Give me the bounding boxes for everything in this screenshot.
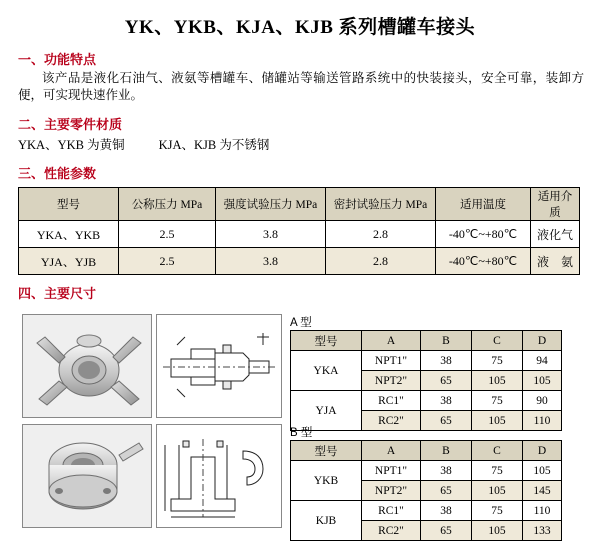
material-line bbox=[18, 135, 600, 153]
dim-a-header-cell: A bbox=[362, 331, 421, 351]
dim-a-cell: 75 bbox=[472, 351, 523, 371]
features-paragraph: 该产品是液化石油气、液氨等槽罐车、储罐站等输送管路系统中的快装接头，安全可靠，装卸方便，可实现快速作业。 bbox=[18, 71, 584, 102]
dim-b-cell: NPT2" bbox=[362, 481, 421, 501]
dim-table-b-label: B 型 bbox=[290, 427, 313, 439]
dim-b-cell: 105 bbox=[472, 481, 523, 501]
spec-header-cell: 强度试验压力 MPa bbox=[216, 188, 326, 221]
dimensions-area bbox=[0, 308, 600, 540]
dim-a-model-cell: YKA bbox=[291, 351, 362, 391]
spec-header-cell: 型号 bbox=[19, 188, 119, 221]
dim-a-cell: 75 bbox=[472, 391, 523, 411]
technical-drawing-a bbox=[156, 314, 282, 418]
section-heading-features: 一、功能特点 bbox=[18, 52, 97, 67]
dim-a-row bbox=[291, 391, 562, 411]
dim-b-header-cell: 型号 bbox=[291, 441, 362, 461]
spec-table-row bbox=[19, 248, 580, 275]
dimension-table-a bbox=[290, 330, 562, 431]
spec-cell: 2.8 bbox=[326, 221, 436, 248]
dim-b-cell: 65 bbox=[421, 521, 472, 541]
section-heading-spec: 三、性能参数 bbox=[18, 166, 97, 181]
dim-table-a-label: A 型 bbox=[290, 317, 312, 329]
dimension-table-b bbox=[290, 440, 562, 541]
spec-cell: 液化气 bbox=[531, 221, 580, 248]
dim-a-header-cell: 型号 bbox=[291, 331, 362, 351]
dim-a-cell: 65 bbox=[421, 371, 472, 391]
product-photo-a bbox=[22, 314, 152, 418]
dim-a-header-cell: B bbox=[421, 331, 472, 351]
spec-cell: 液 氨 bbox=[531, 248, 580, 275]
dim-b-cell: 145 bbox=[523, 481, 562, 501]
dim-b-cell: 105 bbox=[523, 461, 562, 481]
dim-a-cell: 90 bbox=[523, 391, 562, 411]
dim-a-header-row bbox=[291, 331, 562, 351]
spec-header-row bbox=[19, 188, 580, 221]
dim-b-row bbox=[291, 461, 562, 481]
dim-a-cell: 105 bbox=[523, 371, 562, 391]
dim-a-cell: 105 bbox=[472, 411, 523, 431]
spec-table bbox=[18, 187, 580, 275]
dim-a-header-cell: C bbox=[472, 331, 523, 351]
section-heading-dimensions: 四、主要尺寸 bbox=[18, 286, 97, 301]
dim-a-cell: 94 bbox=[523, 351, 562, 371]
dim-b-cell: 110 bbox=[523, 501, 562, 521]
spec-cell: 2.5 bbox=[119, 248, 216, 275]
dim-b-cell: 38 bbox=[421, 501, 472, 521]
spec-header-cell: 适用介质 bbox=[531, 188, 580, 221]
technical-drawing-b bbox=[156, 424, 282, 528]
spec-cell: YKA、YKB bbox=[19, 221, 119, 248]
dim-b-header-cell: D bbox=[523, 441, 562, 461]
spec-cell: 3.8 bbox=[216, 221, 326, 248]
dim-a-header-cell: D bbox=[523, 331, 562, 351]
section-heading-material: 二、主要零件材质 bbox=[18, 117, 123, 132]
dim-b-header-cell: B bbox=[421, 441, 472, 461]
dim-a-model-cell: YJA bbox=[291, 391, 362, 431]
dim-b-cell: 105 bbox=[472, 521, 523, 541]
spec-header-cell: 公称压力 MPa bbox=[119, 188, 216, 221]
dim-b-cell: RC2" bbox=[362, 521, 421, 541]
spec-header-cell: 适用温度 bbox=[436, 188, 531, 221]
spec-header-cell: 密封试验压力 MPa bbox=[326, 188, 436, 221]
dim-b-cell: 133 bbox=[523, 521, 562, 541]
dim-b-cell: 38 bbox=[421, 461, 472, 481]
material-right-text: KJA、KJB 为不锈钢 bbox=[158, 138, 270, 152]
dim-b-model-cell: KJB bbox=[291, 501, 362, 541]
dim-b-cell: RC1" bbox=[362, 501, 421, 521]
dim-a-cell: 110 bbox=[523, 411, 562, 431]
dim-b-cell: 75 bbox=[472, 461, 523, 481]
dim-a-row bbox=[291, 351, 562, 371]
dim-a-cell: 38 bbox=[421, 391, 472, 411]
dim-b-header-cell: A bbox=[362, 441, 421, 461]
dim-a-cell: RC1" bbox=[362, 391, 421, 411]
dim-b-cell: 65 bbox=[421, 481, 472, 501]
dim-b-header-row bbox=[291, 441, 562, 461]
dim-a-cell: NPT1" bbox=[362, 351, 421, 371]
spec-table-row bbox=[19, 221, 580, 248]
page-title: YK、YKB、KJA、KJB 系列槽罐车接头 bbox=[124, 17, 476, 38]
dim-a-cell: RC2" bbox=[362, 411, 421, 431]
dim-a-cell: 105 bbox=[472, 371, 523, 391]
dim-a-cell: NPT2" bbox=[362, 371, 421, 391]
spec-cell: -40℃~+80℃ bbox=[436, 248, 531, 275]
dim-b-model-cell: YKB bbox=[291, 461, 362, 501]
dim-a-cell: 38 bbox=[421, 351, 472, 371]
dim-b-cell: 75 bbox=[472, 501, 523, 521]
spec-cell: 3.8 bbox=[216, 248, 326, 275]
spec-cell: 2.8 bbox=[326, 248, 436, 275]
product-photo-b bbox=[22, 424, 152, 528]
dim-a-cell: 65 bbox=[421, 411, 472, 431]
dim-b-row bbox=[291, 501, 562, 521]
dim-b-cell: NPT1" bbox=[362, 461, 421, 481]
spec-cell: YJA、YJB bbox=[19, 248, 119, 275]
material-left-text: YKA、YKB 为黄铜 bbox=[18, 138, 125, 152]
dim-b-header-cell: C bbox=[472, 441, 523, 461]
spec-cell: -40℃~+80℃ bbox=[436, 221, 531, 248]
spec-cell: 2.5 bbox=[119, 221, 216, 248]
